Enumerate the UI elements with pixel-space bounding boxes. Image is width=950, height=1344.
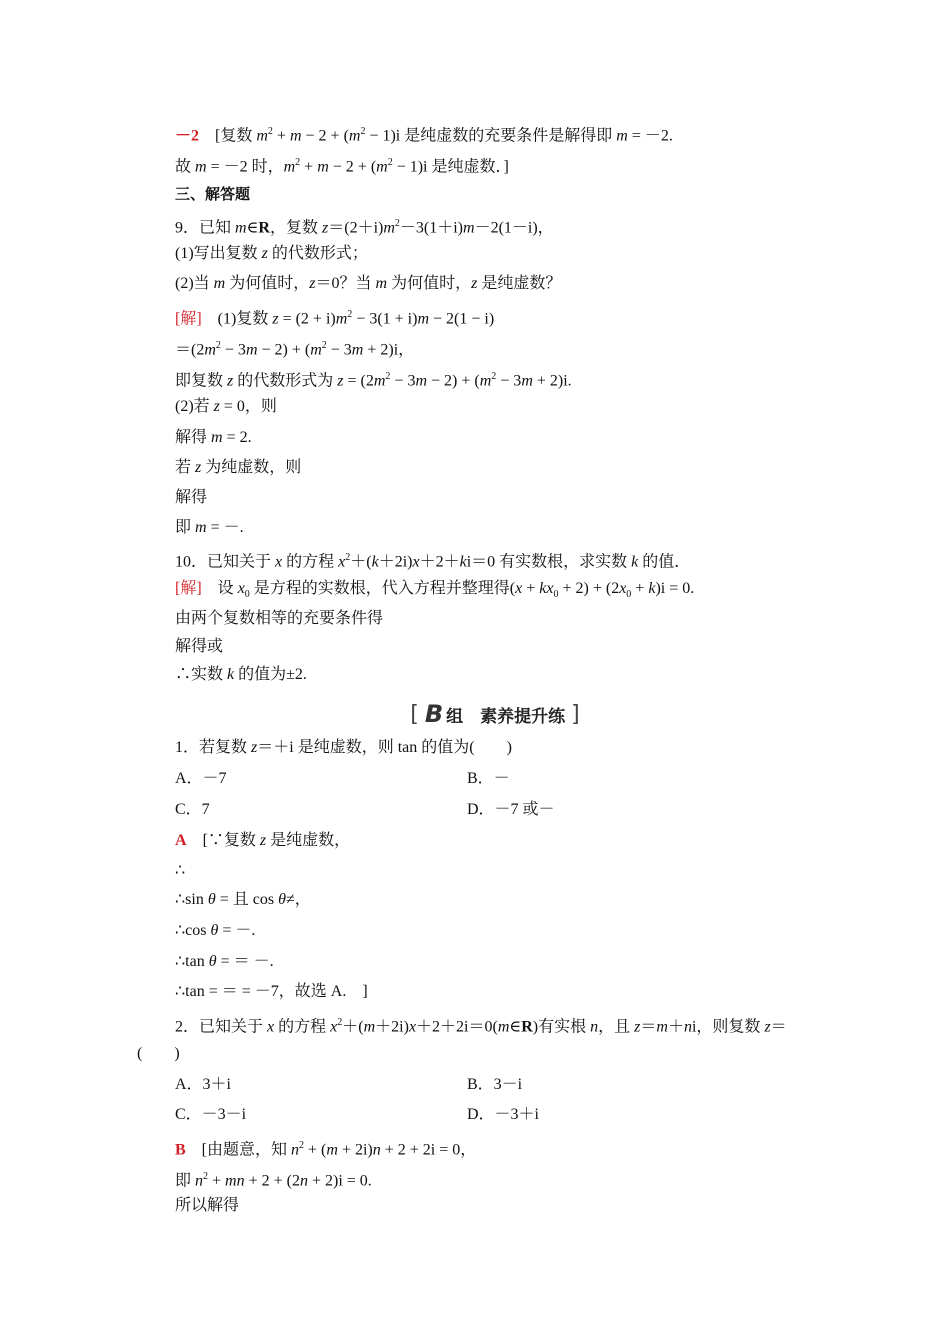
question-b2-paren: ( ) [137, 1045, 180, 1062]
solution-b1-line: ∴tan = ＝ = －7，故选 A. ] [175, 983, 368, 1000]
bracket-right: ] [571, 701, 580, 727]
option-d: D．－3＋i [467, 1106, 540, 1123]
answer-letter: B [175, 1141, 186, 1159]
solution-10-line: 由两个复数相等的充要条件得 [175, 610, 384, 627]
solution-9-line: $=(2m^2 - 3m - 2) + (m^2 - 3m + 2)i$， [175, 340, 415, 359]
solution-10-line: 解得或 [175, 638, 224, 655]
solution-10-line: [解] 设 $x_0$ 是方程的实数根，代入方程并整理得$(x + kx_0 + 2) + (2x_0 + k)i = 0$. [175, 580, 695, 601]
text-line: 故 m = －2 时，$m^2 + m - 2 + (m^2 - 1)i$ 是纯虚数．] [175, 157, 509, 176]
solution-9-line: 即复数 z 的代数形式为 $z = (2m^2 - 3m - 2) + (m^2 - 3m + 2)i$. [175, 371, 572, 390]
solution-b2-line: 所以解得 [175, 1197, 240, 1214]
answer-value: －2 [175, 127, 200, 145]
option-a: A．3＋i [175, 1076, 232, 1093]
solution-9-line: [解] (1)复数 $z = (2 + i)m^2 - 3(1 + i)m - 2(1 - i)$ [175, 309, 495, 328]
question-10: 10．已知关于 x 的方程 $x^2+(k+2i)x+2+ki=0$ 有实数根，求实数 k 的值． [175, 552, 691, 571]
solution-b2-line: 即 $n^2$ + mn + 2 + (2n + 2)i = 0. [175, 1171, 372, 1190]
option-d: D．－7 或－ [467, 801, 555, 818]
solution-9-line: (2)若 z = 0，则 [175, 398, 277, 415]
question-9-part-2: (2)当 m 为何值时，z＝0？当 m 为何值时，z 是纯虚数？ [175, 275, 562, 292]
question-b2: 2．已知关于 x 的方程 $x^2+(m+2i)x+2+2i=0(m\in R)$有实根 n，且 z＝m＋ni，则复数 z＝ [175, 1017, 787, 1036]
solution-b1-line: ∴cos θ = －. [175, 922, 256, 939]
option-a: A．－7 [175, 770, 227, 787]
solution-9-line: 解得 [175, 489, 208, 506]
option-b: B．－ [467, 770, 510, 787]
question-b1: 1．若复数 z＝＋i 是纯虚数，则 tan 的值为( ) [175, 739, 512, 756]
bracket-left: [ [410, 701, 419, 727]
solution-9-line: 解得 m = 2. [175, 429, 252, 446]
section-heading: 三、解答题 [175, 185, 251, 203]
answer-line-8: －2 [复数 $m^2 + m - 2 + (m^2 - 1)i$ 是纯虚数的充要条件是解得即 m = －2. [175, 126, 673, 145]
solution-10-line: ∴实数 k 的值为±2. [175, 666, 307, 683]
option-c: C．－3－i [175, 1106, 247, 1123]
solution-b2-line: B [由题意，知 $n^2 + (m + 2i)n + 2 + 2i = 0$， [175, 1140, 477, 1159]
answer-letter: A [175, 832, 187, 849]
option-c: C．7 [175, 801, 210, 818]
solution-b1-line: ∴ [175, 862, 186, 879]
solution-9-line: 若 z 为纯虚数，则 [175, 459, 302, 476]
solution-b1-line: A [∵复数 z 是纯虚数， [175, 832, 351, 849]
solution-b1-line: ∴sin θ = 且 cos θ≠， [175, 891, 311, 908]
solution-b1-line: ∴tan θ = ＝ －. [175, 953, 274, 970]
question-9-part-1: (1)写出复数 z 的代数形式； [175, 245, 368, 262]
section-b-title: 组 素养提升练 [446, 706, 566, 727]
question-9: 9．已知 m∈R，复数 $z=(2+i)m^2-3(1+i)m-2(1-i)$， [175, 218, 554, 237]
solution-9-line: 即 m = －. [175, 519, 244, 536]
section-b-header [395, 700, 595, 728]
group-b-logo: B [424, 700, 443, 728]
option-b: B．3－i [467, 1076, 523, 1093]
